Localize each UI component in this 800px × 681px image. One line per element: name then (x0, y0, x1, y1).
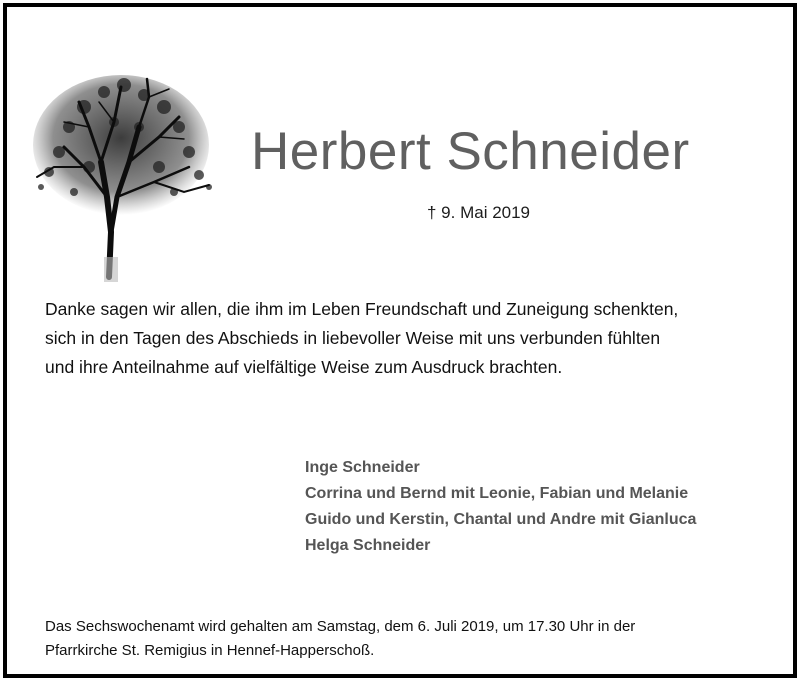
service-line: Das Sechswochenamt wird gehalten am Samstag, dem 6. Juli 2019, um 17.30 Uhr in der (45, 618, 636, 635)
family-member: Helga Schneider (305, 537, 431, 554)
death-date: † 9. Mai 2019 (427, 203, 531, 222)
family-member: Guido und Kerstin, Chantal und Andre mit Gianluca (305, 511, 697, 528)
service-info (45, 615, 785, 663)
service-line: Pfarrkirche St. Remigius in Hennef-Happerschoß. (45, 642, 375, 659)
tree-icon (29, 67, 219, 282)
family-list (305, 455, 696, 559)
thanks-line: Danke sagen wir allen, die ihm im Leben Freundschaft und Zuneigung schenkten, (45, 299, 679, 319)
deceased-name: Herbert Schneider (251, 122, 690, 181)
thanks-line: sich in den Tagen des Abschieds in liebevoller Weise mit uns verbunden fühlten (45, 328, 661, 348)
family-member: Inge Schneider (305, 459, 420, 476)
thanks-text (45, 295, 785, 382)
obituary-card (3, 3, 797, 678)
thanks-line: und ihre Anteilnahme auf vielfältige Weise zum Ausdruck brachten. (45, 357, 563, 377)
family-member: Corrina und Bernd mit Leonie, Fabian und Melanie (305, 485, 689, 502)
